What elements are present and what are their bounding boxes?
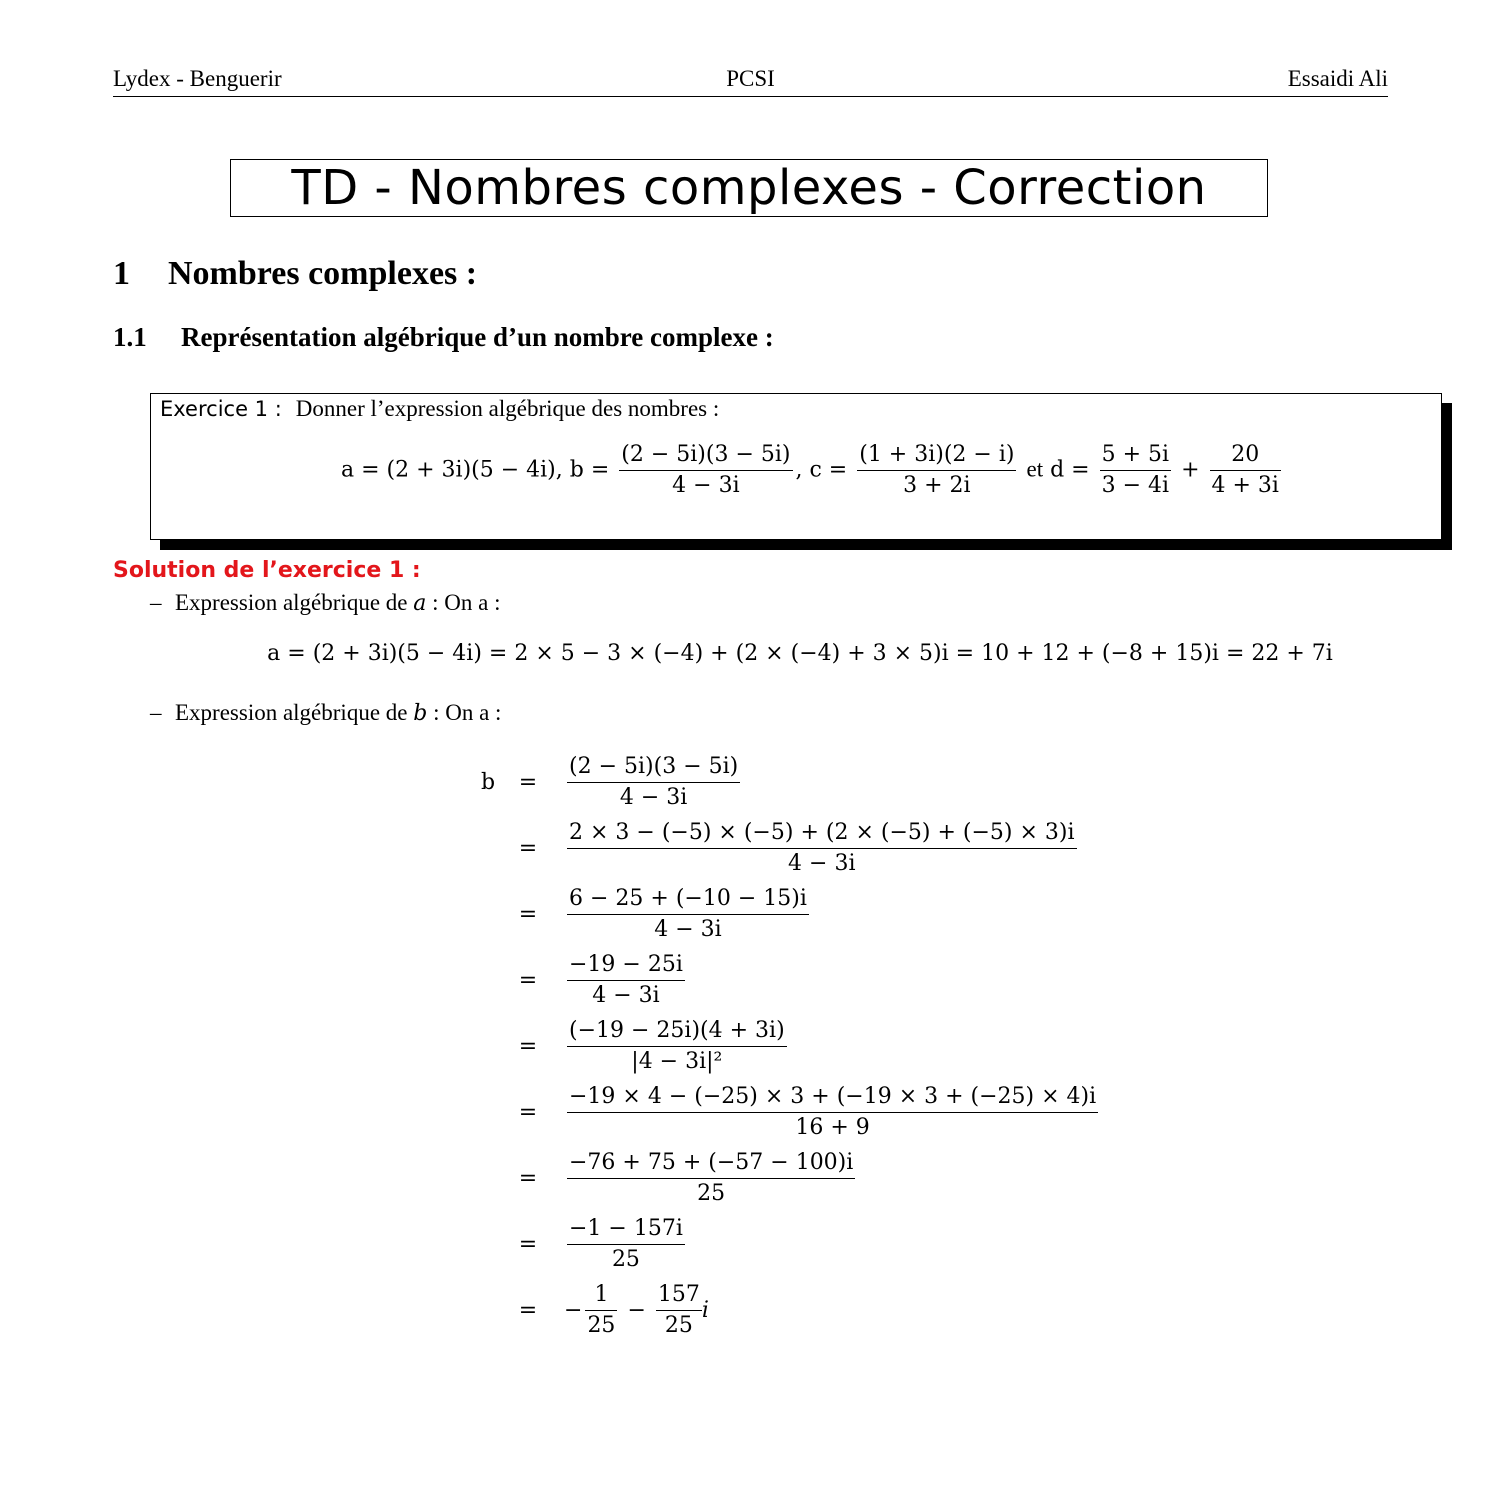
fraction-denominator: 25 bbox=[656, 1310, 702, 1341]
minus-sign: − bbox=[627, 1298, 646, 1323]
subsection-heading bbox=[113, 322, 774, 353]
fraction-numerator: −19 × 4 − (−25) × 3 + (−19 × 3 + (−25) × 4)i bbox=[569, 1084, 1097, 1109]
section-number: 1 bbox=[113, 255, 130, 292]
header-class: PCSI bbox=[726, 66, 775, 91]
bullet-b-var: b bbox=[413, 701, 428, 726]
bullet-a bbox=[150, 590, 500, 616]
equals-sign: = bbox=[518, 836, 538, 861]
bullet-b-after: : On a : bbox=[433, 700, 502, 725]
fraction-numerator: (2 − 5i)(3 − 5i) bbox=[569, 754, 739, 779]
fraction-numerator: 6 − 25 + (−10 − 15)i bbox=[569, 886, 807, 911]
derivation-fraction bbox=[567, 1214, 685, 1275]
equals-sign: = bbox=[518, 1232, 538, 1257]
equals-sign: = bbox=[518, 968, 538, 993]
final-result bbox=[564, 1280, 709, 1341]
equals-sign: = bbox=[518, 1034, 538, 1059]
formula-plus: + bbox=[1181, 457, 1200, 483]
derivation-fraction bbox=[567, 1082, 1098, 1143]
derivation-fraction bbox=[567, 752, 740, 813]
fraction-c bbox=[857, 440, 1016, 501]
fraction-denominator: 4 − 3i bbox=[619, 470, 792, 501]
fraction-numerator: 2 × 3 − (−5) × (−5) + (2 × (−5) + (−5) × 3)i bbox=[569, 820, 1075, 845]
header-school: Lydex - Benguerir bbox=[113, 66, 282, 91]
equals-sign: = bbox=[518, 1166, 538, 1191]
exercise-box bbox=[150, 393, 1442, 540]
derivation-fraction bbox=[567, 1016, 787, 1077]
final-fraction-2 bbox=[656, 1280, 702, 1341]
page-header bbox=[113, 64, 1388, 97]
fraction-numerator: 1 bbox=[594, 1282, 609, 1307]
exercise-statement: Donner l’expression algébrique des nombres : bbox=[295, 396, 720, 421]
document-title: TD - Nombres complexes - Correction bbox=[230, 159, 1268, 217]
solution-heading: Solution de l’exercice 1 : bbox=[113, 558, 421, 583]
bullet-dash: – bbox=[150, 700, 162, 725]
fraction-denominator: |4 − 3i|² bbox=[567, 1046, 787, 1077]
exercise-header bbox=[160, 396, 719, 422]
fraction-b bbox=[619, 440, 792, 501]
bullet-b bbox=[150, 700, 501, 726]
exercise-label: Exercice 1 : bbox=[160, 397, 282, 421]
fraction-denominator: 25 bbox=[567, 1244, 685, 1275]
exercise-formula bbox=[341, 440, 1279, 501]
bullet-a-text: Expression algébrique de bbox=[175, 590, 408, 615]
formula-a-b-prefix: a = (2 + 3i)(5 − 4i), b = bbox=[341, 457, 610, 483]
fraction-numerator: 20 bbox=[1231, 442, 1260, 467]
fraction-denominator: 4 + 3i bbox=[1210, 470, 1281, 501]
fraction-numerator: (2 − 5i)(3 − 5i) bbox=[621, 442, 791, 467]
section-title: Nombres complexes : bbox=[168, 255, 478, 292]
formula-d-prefix: d = bbox=[1050, 457, 1090, 483]
equals-sign: = bbox=[518, 770, 538, 795]
derivation-fraction bbox=[567, 884, 809, 945]
formula-c-prefix: , c = bbox=[795, 457, 848, 483]
imaginary-unit: i bbox=[701, 1298, 709, 1323]
bullet-b-text: Expression algébrique de bbox=[175, 700, 408, 725]
fraction-denominator: 25 bbox=[567, 1178, 855, 1209]
derivation-fraction bbox=[567, 950, 685, 1011]
fraction-denominator: 3 − 4i bbox=[1100, 470, 1171, 501]
derivation-fraction bbox=[567, 818, 1077, 879]
fraction-d2 bbox=[1210, 440, 1281, 501]
fraction-denominator: 25 bbox=[585, 1310, 617, 1341]
fraction-numerator: −76 + 75 + (−57 − 100)i bbox=[569, 1150, 854, 1175]
equals-sign: = bbox=[518, 1100, 538, 1125]
bullet-a-after: : On a : bbox=[432, 590, 501, 615]
fraction-denominator: 3 + 2i bbox=[857, 470, 1016, 501]
header-author: Essaidi Ali bbox=[1287, 66, 1388, 91]
subsection-number: 1.1 bbox=[113, 322, 147, 352]
minus-sign: − bbox=[564, 1298, 583, 1323]
derivation-fraction bbox=[567, 1148, 855, 1209]
equation-a: a = (2 + 3i)(5 − 4i) = 2 × 5 − 3 × (−4) + (2 × (−4) + 3 × 5)i = 10 + 12 + (−8 + 15)i = 22 + 7i bbox=[267, 641, 1333, 666]
formula-et: et bbox=[1026, 456, 1044, 482]
fraction-denominator: 4 − 3i bbox=[567, 914, 809, 945]
subsection-title: Représentation algébrique d’un nombre complexe : bbox=[181, 322, 774, 352]
fraction-numerator: −19 − 25i bbox=[569, 952, 683, 977]
final-fraction-1 bbox=[585, 1280, 617, 1341]
section-heading bbox=[113, 255, 477, 293]
fraction-numerator: 157 bbox=[657, 1282, 700, 1307]
fraction-denominator: 4 − 3i bbox=[567, 782, 740, 813]
derivation-lhs: b bbox=[480, 770, 496, 795]
fraction-denominator: 16 + 9 bbox=[567, 1112, 1098, 1143]
bullet-a-var: a bbox=[413, 591, 427, 616]
fraction-denominator: 4 − 3i bbox=[567, 980, 685, 1011]
equals-sign: = bbox=[518, 902, 538, 927]
bullet-dash: – bbox=[150, 590, 162, 615]
fraction-d1 bbox=[1100, 440, 1171, 501]
fraction-numerator: 5 + 5i bbox=[1101, 442, 1170, 467]
fraction-numerator: −1 − 157i bbox=[569, 1216, 683, 1241]
fraction-numerator: (1 + 3i)(2 − i) bbox=[859, 442, 1015, 467]
fraction-denominator: 4 − 3i bbox=[567, 848, 1077, 879]
fraction-numerator: (−19 − 25i)(4 + 3i) bbox=[569, 1018, 785, 1043]
equals-sign: = bbox=[518, 1298, 538, 1323]
